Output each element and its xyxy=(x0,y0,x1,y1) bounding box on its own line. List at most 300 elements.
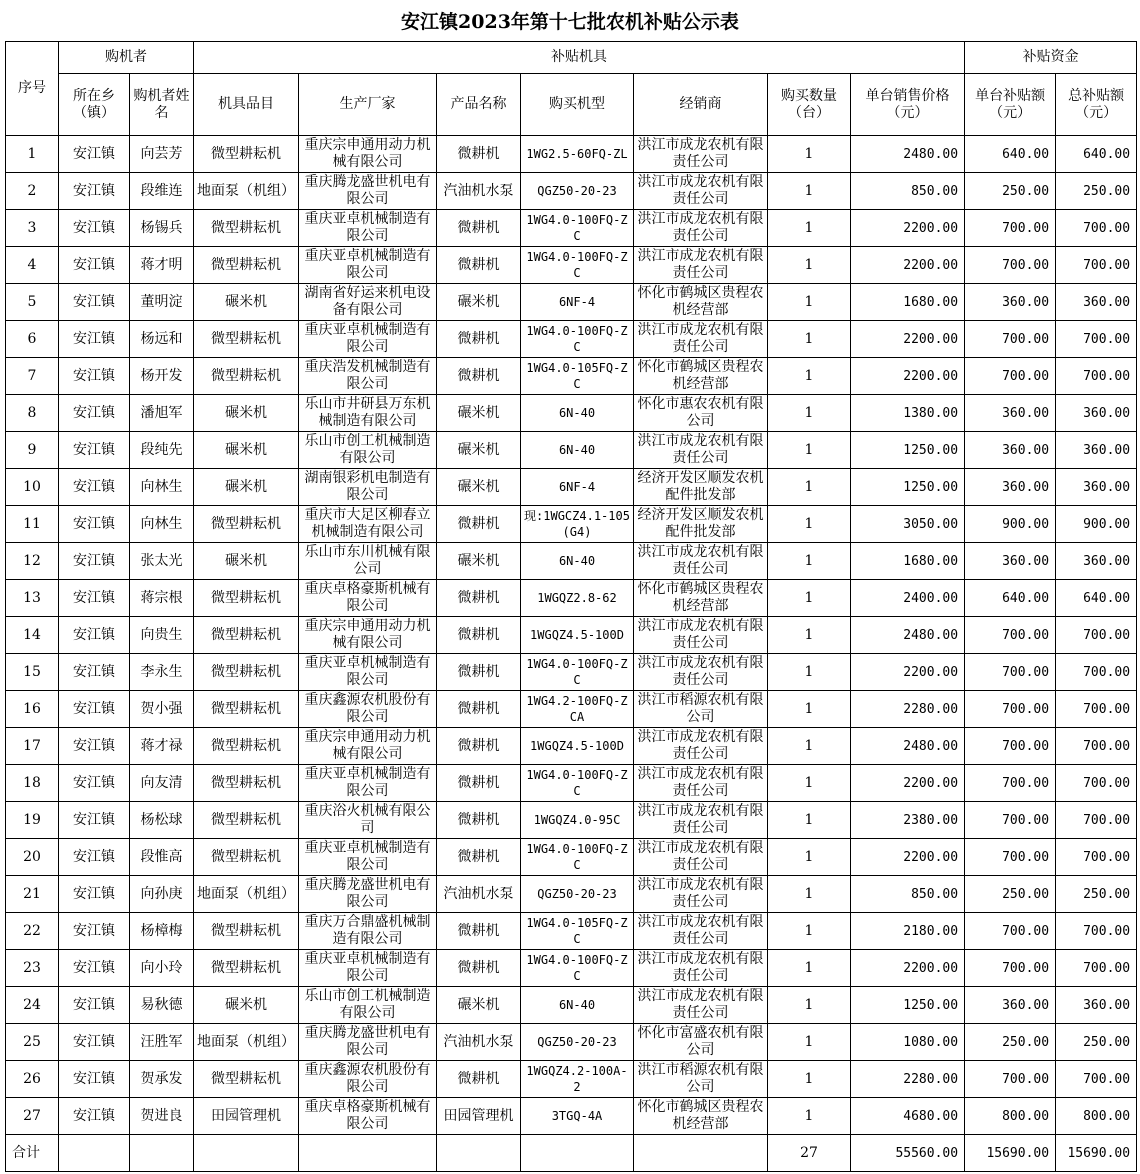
cell-total-subsidy: 700.00 xyxy=(1056,1061,1137,1098)
cell-seq: 20 xyxy=(6,839,59,876)
cell-category: 微型耕耘机 xyxy=(194,765,299,802)
cell-category: 碾米机 xyxy=(194,432,299,469)
cell-dealer: 洪江市成龙农机有限责任公司 xyxy=(634,950,768,987)
cell-product: 微耕机 xyxy=(437,728,521,765)
table-row xyxy=(6,950,1137,987)
cell-model: 1WGQZ2.8-62 xyxy=(521,580,634,617)
cell-category: 碾米机 xyxy=(194,543,299,580)
page-title: 安江镇2023年第十七批农机补贴公示表 xyxy=(401,11,739,33)
cell-name: 蒋才明 xyxy=(130,247,194,284)
cell-model: 6NF-4 xyxy=(521,469,634,506)
cell-name: 段惟高 xyxy=(130,839,194,876)
cell-dealer: 洪江市成龙农机有限责任公司 xyxy=(634,543,768,580)
cell-total-subsidy: 700.00 xyxy=(1056,358,1137,395)
cell-unit-subsidy: 360.00 xyxy=(965,987,1056,1024)
cell-dealer: 洪江市成龙农机有限责任公司 xyxy=(634,839,768,876)
cell-category: 地面泵（机组） xyxy=(194,173,299,210)
cell-seq: 22 xyxy=(6,913,59,950)
cell-qty: 1 xyxy=(768,432,851,469)
cell-name: 向友清 xyxy=(130,765,194,802)
cell-price: 1680.00 xyxy=(851,543,965,580)
cell-product: 碾米机 xyxy=(437,284,521,321)
cell-total-subsidy: 700.00 xyxy=(1056,802,1137,839)
table-row xyxy=(6,136,1137,173)
table-row xyxy=(6,173,1137,210)
cell-model: 6NF-4 xyxy=(521,284,634,321)
cell-qty: 1 xyxy=(768,617,851,654)
header-category: 机具品目 xyxy=(194,74,299,136)
table-row xyxy=(6,913,1137,950)
cell-qty: 1 xyxy=(768,654,851,691)
cell-price: 2200.00 xyxy=(851,950,965,987)
table-row xyxy=(6,469,1137,506)
cell-unit-subsidy: 360.00 xyxy=(965,432,1056,469)
cell-product: 汽油机水泵 xyxy=(437,1024,521,1061)
cell-model: QGZ50-20-23 xyxy=(521,173,634,210)
cell-unit-subsidy: 360.00 xyxy=(965,284,1056,321)
cell-total-subsidy: 360.00 xyxy=(1056,987,1137,1024)
cell-seq: 14 xyxy=(6,617,59,654)
cell-dealer: 洪江市成龙农机有限责任公司 xyxy=(634,987,768,1024)
cell-model: 6N-40 xyxy=(521,543,634,580)
cell-name: 易秋德 xyxy=(130,987,194,1024)
cell-town: 安江镇 xyxy=(59,284,130,321)
cell-price: 2200.00 xyxy=(851,654,965,691)
cell-model: 1WGQZ4.5-100D xyxy=(521,728,634,765)
cell-product: 微耕机 xyxy=(437,506,521,543)
cell-town: 安江镇 xyxy=(59,617,130,654)
cell-product: 微耕机 xyxy=(437,580,521,617)
table-row xyxy=(6,987,1137,1024)
cell-seq: 21 xyxy=(6,876,59,913)
cell-manufacturer: 重庆腾龙盛世机电有限公司 xyxy=(299,173,437,210)
cell-dealer: 洪江市成龙农机有限责任公司 xyxy=(634,432,768,469)
cell-product: 微耕机 xyxy=(437,765,521,802)
cell-price: 1680.00 xyxy=(851,284,965,321)
cell-dealer: 洪江市成龙农机有限责任公司 xyxy=(634,321,768,358)
table-row xyxy=(6,395,1137,432)
cell-unit-subsidy: 250.00 xyxy=(965,173,1056,210)
cell-manufacturer: 重庆浩发机械制造有限公司 xyxy=(299,358,437,395)
cell-qty: 1 xyxy=(768,395,851,432)
cell-category: 微型耕耘机 xyxy=(194,691,299,728)
totals-empty-cell xyxy=(437,1135,521,1172)
cell-total-subsidy: 800.00 xyxy=(1056,1098,1137,1135)
table-row xyxy=(6,1024,1137,1061)
cell-unit-subsidy: 700.00 xyxy=(965,728,1056,765)
cell-town: 安江镇 xyxy=(59,876,130,913)
cell-model: 现:1WGCZ4.1-105(G4) xyxy=(521,506,634,543)
cell-model: 1WG4.0-105FQ-ZC xyxy=(521,358,634,395)
cell-qty: 1 xyxy=(768,210,851,247)
cell-category: 碾米机 xyxy=(194,469,299,506)
cell-price: 2480.00 xyxy=(851,136,965,173)
cell-seq: 19 xyxy=(6,802,59,839)
cell-town: 安江镇 xyxy=(59,580,130,617)
cell-seq: 23 xyxy=(6,950,59,987)
cell-unit-subsidy: 700.00 xyxy=(965,210,1056,247)
cell-unit-subsidy: 640.00 xyxy=(965,136,1056,173)
cell-qty: 1 xyxy=(768,1098,851,1135)
cell-name: 段纯先 xyxy=(130,432,194,469)
cell-seq: 7 xyxy=(6,358,59,395)
table-row xyxy=(6,432,1137,469)
cell-name: 蒋才禄 xyxy=(130,728,194,765)
cell-town: 安江镇 xyxy=(59,506,130,543)
cell-seq: 10 xyxy=(6,469,59,506)
cell-unit-subsidy: 700.00 xyxy=(965,654,1056,691)
header-unit-subsidy: 单台补贴额（元） xyxy=(965,74,1056,136)
cell-seq: 12 xyxy=(6,543,59,580)
table-row xyxy=(6,580,1137,617)
totals-empty-cell xyxy=(130,1135,194,1172)
cell-total-subsidy: 250.00 xyxy=(1056,876,1137,913)
cell-product: 碾米机 xyxy=(437,432,521,469)
cell-town: 安江镇 xyxy=(59,765,130,802)
cell-price: 850.00 xyxy=(851,173,965,210)
cell-category: 微型耕耘机 xyxy=(194,506,299,543)
cell-total-subsidy: 900.00 xyxy=(1056,506,1137,543)
cell-dealer: 洪江市成龙农机有限责任公司 xyxy=(634,654,768,691)
cell-product: 微耕机 xyxy=(437,617,521,654)
cell-name: 杨开发 xyxy=(130,358,194,395)
cell-qty: 1 xyxy=(768,728,851,765)
cell-category: 田园管理机 xyxy=(194,1098,299,1135)
cell-model: QGZ50-20-23 xyxy=(521,876,634,913)
cell-dealer: 洪江市成龙农机有限责任公司 xyxy=(634,876,768,913)
cell-category: 微型耕耘机 xyxy=(194,802,299,839)
cell-name: 李永生 xyxy=(130,654,194,691)
cell-qty: 1 xyxy=(768,321,851,358)
cell-unit-subsidy: 700.00 xyxy=(965,1061,1056,1098)
cell-total-subsidy: 640.00 xyxy=(1056,136,1137,173)
cell-manufacturer: 重庆鑫源农机股份有限公司 xyxy=(299,1061,437,1098)
cell-product: 微耕机 xyxy=(437,1061,521,1098)
cell-manufacturer: 重庆宗申通用动力机械有限公司 xyxy=(299,136,437,173)
cell-town: 安江镇 xyxy=(59,728,130,765)
cell-town: 安江镇 xyxy=(59,839,130,876)
cell-seq: 27 xyxy=(6,1098,59,1135)
cell-product: 碾米机 xyxy=(437,469,521,506)
cell-qty: 1 xyxy=(768,987,851,1024)
cell-name: 杨樟梅 xyxy=(130,913,194,950)
cell-price: 1250.00 xyxy=(851,987,965,1024)
cell-name: 向林生 xyxy=(130,469,194,506)
cell-unit-subsidy: 700.00 xyxy=(965,950,1056,987)
cell-seq: 6 xyxy=(6,321,59,358)
cell-dealer: 怀化市鹤城区贵程农机经营部 xyxy=(634,284,768,321)
cell-product: 微耕机 xyxy=(437,839,521,876)
cell-dealer: 怀化市鹤城区贵程农机经营部 xyxy=(634,580,768,617)
cell-price: 1380.00 xyxy=(851,395,965,432)
cell-seq: 18 xyxy=(6,765,59,802)
cell-product: 微耕机 xyxy=(437,950,521,987)
cell-total-subsidy: 700.00 xyxy=(1056,247,1137,284)
cell-dealer: 洪江市稻源农机有限公司 xyxy=(634,1061,768,1098)
cell-category: 碾米机 xyxy=(194,987,299,1024)
cell-product: 微耕机 xyxy=(437,321,521,358)
cell-manufacturer: 重庆亚卓机械制造有限公司 xyxy=(299,321,437,358)
cell-qty: 1 xyxy=(768,284,851,321)
cell-qty: 1 xyxy=(768,1061,851,1098)
cell-total-subsidy: 250.00 xyxy=(1056,1024,1137,1061)
cell-price: 2280.00 xyxy=(851,1061,965,1098)
cell-manufacturer: 乐山市创工机械制造有限公司 xyxy=(299,987,437,1024)
cell-total-subsidy: 700.00 xyxy=(1056,913,1137,950)
cell-unit-subsidy: 640.00 xyxy=(965,580,1056,617)
cell-model: 6N-40 xyxy=(521,432,634,469)
totals-empty-cell xyxy=(59,1135,130,1172)
cell-total-subsidy: 700.00 xyxy=(1056,765,1137,802)
cell-product: 汽油机水泵 xyxy=(437,173,521,210)
cell-town: 安江镇 xyxy=(59,913,130,950)
cell-qty: 1 xyxy=(768,913,851,950)
header-machine-group: 补贴机具 xyxy=(194,42,965,74)
cell-qty: 1 xyxy=(768,802,851,839)
table-row xyxy=(6,728,1137,765)
cell-total-subsidy: 360.00 xyxy=(1056,284,1137,321)
cell-unit-subsidy: 360.00 xyxy=(965,469,1056,506)
cell-model: QGZ50-20-23 xyxy=(521,1024,634,1061)
cell-model: 1WGQZ4.5-100D xyxy=(521,617,634,654)
cell-manufacturer: 重庆亚卓机械制造有限公司 xyxy=(299,210,437,247)
cell-dealer: 怀化市惠农农机有限公司 xyxy=(634,395,768,432)
cell-model: 1WG4.0-100FQ-ZC xyxy=(521,950,634,987)
cell-price: 2400.00 xyxy=(851,580,965,617)
cell-category: 微型耕耘机 xyxy=(194,913,299,950)
cell-town: 安江镇 xyxy=(59,987,130,1024)
table-row xyxy=(6,765,1137,802)
table-row xyxy=(6,802,1137,839)
cell-qty: 1 xyxy=(768,876,851,913)
header-buyer-group: 购机者 xyxy=(59,42,194,74)
header-seq: 序号 xyxy=(6,42,59,136)
cell-name: 张太光 xyxy=(130,543,194,580)
cell-manufacturer: 重庆市大足区柳春立机械制造有限公司 xyxy=(299,506,437,543)
cell-price: 850.00 xyxy=(851,876,965,913)
table-row xyxy=(6,321,1137,358)
table-row xyxy=(6,691,1137,728)
cell-manufacturer: 重庆亚卓机械制造有限公司 xyxy=(299,765,437,802)
cell-dealer: 怀化市鹤城区贵程农机经营部 xyxy=(634,358,768,395)
cell-model: 1WG4.0-105FQ-ZC xyxy=(521,913,634,950)
cell-qty: 1 xyxy=(768,543,851,580)
cell-product: 微耕机 xyxy=(437,247,521,284)
table-body xyxy=(6,136,1137,1135)
cell-town: 安江镇 xyxy=(59,654,130,691)
totals-empty-cell xyxy=(194,1135,299,1172)
cell-category: 微型耕耘机 xyxy=(194,580,299,617)
cell-price: 2200.00 xyxy=(851,358,965,395)
cell-seq: 5 xyxy=(6,284,59,321)
cell-unit-subsidy: 700.00 xyxy=(965,617,1056,654)
cell-dealer: 经济开发区顺发农机配件批发部 xyxy=(634,506,768,543)
cell-unit-subsidy: 900.00 xyxy=(965,506,1056,543)
cell-unit-subsidy: 250.00 xyxy=(965,876,1056,913)
table-row xyxy=(6,543,1137,580)
cell-town: 安江镇 xyxy=(59,950,130,987)
cell-seq: 17 xyxy=(6,728,59,765)
cell-model: 1WG4.2-100FQ-ZCA xyxy=(521,691,634,728)
cell-manufacturer: 重庆宗申通用动力机械有限公司 xyxy=(299,617,437,654)
cell-unit-subsidy: 360.00 xyxy=(965,395,1056,432)
cell-unit-subsidy: 700.00 xyxy=(965,691,1056,728)
cell-name: 汪胜军 xyxy=(130,1024,194,1061)
cell-qty: 1 xyxy=(768,839,851,876)
cell-seq: 4 xyxy=(6,247,59,284)
cell-manufacturer: 重庆鑫源农机股份有限公司 xyxy=(299,691,437,728)
cell-price: 1250.00 xyxy=(851,469,965,506)
cell-dealer: 洪江市成龙农机有限责任公司 xyxy=(634,173,768,210)
cell-product: 碾米机 xyxy=(437,395,521,432)
cell-name: 贺小强 xyxy=(130,691,194,728)
cell-name: 向小玲 xyxy=(130,950,194,987)
table-row xyxy=(6,358,1137,395)
cell-name: 杨远和 xyxy=(130,321,194,358)
cell-category: 微型耕耘机 xyxy=(194,617,299,654)
cell-dealer: 洪江市成龙农机有限责任公司 xyxy=(634,728,768,765)
cell-price: 2480.00 xyxy=(851,617,965,654)
cell-product: 微耕机 xyxy=(437,802,521,839)
cell-manufacturer: 重庆亚卓机械制造有限公司 xyxy=(299,247,437,284)
cell-category: 地面泵（机组） xyxy=(194,1024,299,1061)
cell-seq: 15 xyxy=(6,654,59,691)
cell-seq: 25 xyxy=(6,1024,59,1061)
cell-product: 微耕机 xyxy=(437,210,521,247)
cell-model: 1WG2.5-60FQ-ZL xyxy=(521,136,634,173)
cell-unit-subsidy: 700.00 xyxy=(965,839,1056,876)
cell-seq: 24 xyxy=(6,987,59,1024)
cell-manufacturer: 重庆亚卓机械制造有限公司 xyxy=(299,950,437,987)
cell-manufacturer: 重庆腾龙盛世机电有限公司 xyxy=(299,1024,437,1061)
cell-manufacturer: 重庆宗申通用动力机械有限公司 xyxy=(299,728,437,765)
table-row xyxy=(6,247,1137,284)
header-product: 产品名称 xyxy=(437,74,521,136)
cell-unit-subsidy: 800.00 xyxy=(965,1098,1056,1135)
header-fund-group: 补贴资金 xyxy=(965,42,1137,74)
cell-total-subsidy: 700.00 xyxy=(1056,839,1137,876)
cell-qty: 1 xyxy=(768,506,851,543)
cell-total-subsidy: 700.00 xyxy=(1056,950,1137,987)
cell-manufacturer: 湖南省好运来机电设备有限公司 xyxy=(299,284,437,321)
cell-name: 向贵生 xyxy=(130,617,194,654)
cell-product: 微耕机 xyxy=(437,136,521,173)
cell-price: 2280.00 xyxy=(851,691,965,728)
cell-product: 微耕机 xyxy=(437,691,521,728)
cell-price: 2200.00 xyxy=(851,321,965,358)
cell-model: 1WG4.0-100FQ-ZC xyxy=(521,654,634,691)
cell-dealer: 洪江市成龙农机有限责任公司 xyxy=(634,210,768,247)
cell-model: 1WG4.0-100FQ-ZC xyxy=(521,321,634,358)
totals-unit-subsidy: 15690.00 xyxy=(965,1135,1056,1172)
cell-unit-subsidy: 700.00 xyxy=(965,358,1056,395)
table-row xyxy=(6,654,1137,691)
cell-qty: 1 xyxy=(768,358,851,395)
cell-dealer: 洪江市成龙农机有限责任公司 xyxy=(634,765,768,802)
cell-category: 微型耕耘机 xyxy=(194,654,299,691)
cell-name: 潘旭军 xyxy=(130,395,194,432)
cell-total-subsidy: 250.00 xyxy=(1056,173,1137,210)
cell-unit-subsidy: 700.00 xyxy=(965,913,1056,950)
cell-total-subsidy: 360.00 xyxy=(1056,432,1137,469)
cell-dealer: 洪江市成龙农机有限责任公司 xyxy=(634,802,768,839)
cell-price: 2200.00 xyxy=(851,765,965,802)
cell-name: 贺进良 xyxy=(130,1098,194,1135)
header-price: 单台销售价格（元） xyxy=(851,74,965,136)
cell-qty: 1 xyxy=(768,136,851,173)
cell-town: 安江镇 xyxy=(59,469,130,506)
cell-category: 微型耕耘机 xyxy=(194,950,299,987)
cell-total-subsidy: 700.00 xyxy=(1056,210,1137,247)
cell-category: 微型耕耘机 xyxy=(194,839,299,876)
cell-qty: 1 xyxy=(768,691,851,728)
cell-manufacturer: 重庆卓格豪斯机械有限公司 xyxy=(299,580,437,617)
cell-name: 杨松球 xyxy=(130,802,194,839)
table-row xyxy=(6,506,1137,543)
cell-category: 碾米机 xyxy=(194,284,299,321)
cell-seq: 1 xyxy=(6,136,59,173)
cell-dealer: 洪江市成龙农机有限责任公司 xyxy=(634,136,768,173)
cell-qty: 1 xyxy=(768,950,851,987)
cell-model: 1WGQZ4.0-95C xyxy=(521,802,634,839)
cell-town: 安江镇 xyxy=(59,247,130,284)
cell-dealer: 洪江市成龙农机有限责任公司 xyxy=(634,247,768,284)
cell-name: 蒋宗根 xyxy=(130,580,194,617)
totals-empty-cell xyxy=(634,1135,768,1172)
cell-category: 微型耕耘机 xyxy=(194,210,299,247)
cell-name: 董明淀 xyxy=(130,284,194,321)
totals-row xyxy=(6,1135,1137,1172)
cell-total-subsidy: 700.00 xyxy=(1056,321,1137,358)
cell-price: 2180.00 xyxy=(851,913,965,950)
cell-town: 安江镇 xyxy=(59,358,130,395)
cell-qty: 1 xyxy=(768,1024,851,1061)
cell-manufacturer: 重庆亚卓机械制造有限公司 xyxy=(299,654,437,691)
cell-manufacturer: 重庆万合鼎盛机械制造有限公司 xyxy=(299,913,437,950)
cell-price: 1080.00 xyxy=(851,1024,965,1061)
cell-dealer: 洪江市成龙农机有限责任公司 xyxy=(634,913,768,950)
cell-category: 碾米机 xyxy=(194,395,299,432)
cell-category: 微型耕耘机 xyxy=(194,358,299,395)
header-town: 所在乡（镇） xyxy=(59,74,130,136)
totals-label: 合计 xyxy=(6,1135,59,1172)
cell-model: 1WG4.0-100FQ-ZC xyxy=(521,210,634,247)
cell-town: 安江镇 xyxy=(59,802,130,839)
cell-unit-subsidy: 700.00 xyxy=(965,765,1056,802)
cell-price: 2200.00 xyxy=(851,210,965,247)
cell-total-subsidy: 360.00 xyxy=(1056,395,1137,432)
table-row xyxy=(6,284,1137,321)
cell-qty: 1 xyxy=(768,765,851,802)
cell-town: 安江镇 xyxy=(59,691,130,728)
cell-dealer: 怀化市富盛农机有限公司 xyxy=(634,1024,768,1061)
cell-product: 汽油机水泵 xyxy=(437,876,521,913)
cell-seq: 13 xyxy=(6,580,59,617)
cell-total-subsidy: 700.00 xyxy=(1056,728,1137,765)
cell-seq: 9 xyxy=(6,432,59,469)
cell-total-subsidy: 700.00 xyxy=(1056,654,1137,691)
cell-dealer: 洪江市稻源农机有限公司 xyxy=(634,691,768,728)
totals-empty-cell xyxy=(299,1135,437,1172)
cell-qty: 1 xyxy=(768,469,851,506)
header-qty: 购买数量（台） xyxy=(768,74,851,136)
cell-category: 微型耕耘机 xyxy=(194,1061,299,1098)
header-total-subsidy: 总补贴额（元） xyxy=(1056,74,1137,136)
header-name: 购机者姓名 xyxy=(130,74,194,136)
cell-qty: 1 xyxy=(768,173,851,210)
cell-category: 微型耕耘机 xyxy=(194,136,299,173)
cell-name: 杨锡兵 xyxy=(130,210,194,247)
